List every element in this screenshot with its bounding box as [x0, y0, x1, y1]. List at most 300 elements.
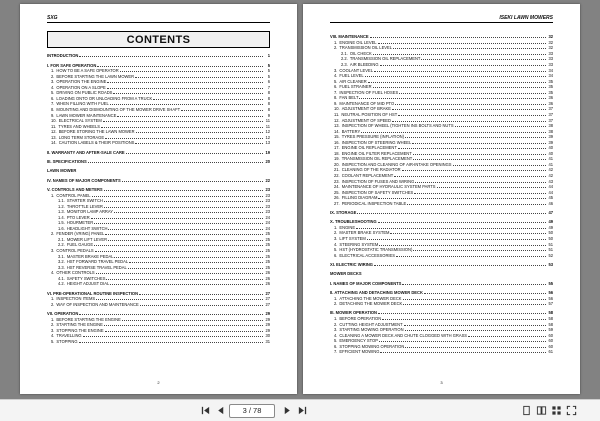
- toc-dot-leader: [405, 343, 546, 347]
- toc-entry-page: 58: [548, 321, 553, 327]
- toc-entry-label: II. WARRANTY AND AFTER-SALE CARE: [47, 149, 125, 155]
- toc-entry-label: MOWER DECKS: [330, 271, 362, 277]
- toc-entry-label: INSPECTION OF STEERING WHEEL: [341, 139, 412, 145]
- toc-entry-page: 43: [548, 178, 553, 184]
- toc-entry-number: 2.: [334, 45, 338, 51]
- toc-dot-leader: [394, 173, 546, 177]
- toc-entry-page: 39: [548, 139, 553, 145]
- toc-entry-label: LOADING ONTO OR UNLOADING FROM A TRUCK: [56, 95, 153, 101]
- toc-dot-leader: [404, 321, 546, 325]
- toc-entry-label: MOUNTING AND DISMOUNTING OF THE MOWER DRIVE SHAFT: [56, 107, 181, 113]
- toc-entry-label: STARTING MOWING OPERATION: [339, 327, 404, 333]
- toc-dot-leader: [407, 200, 546, 204]
- toc-dot-leader: [135, 140, 263, 144]
- toc-entry-number: 4.: [334, 241, 338, 247]
- toc-entry-page: 35: [548, 84, 553, 90]
- toc-dot-leader: [413, 150, 546, 154]
- toc-dot-leader: [367, 236, 546, 240]
- toc-entry-number: 2.1.: [58, 236, 65, 242]
- toc-dot-leader: [105, 134, 263, 138]
- toc-entry-number: 23.: [334, 178, 340, 184]
- toc-dot-leader: [357, 210, 546, 214]
- toc-entry-label: SAFETY SWITCHES: [66, 275, 106, 281]
- toc-entry-number: 11.: [334, 111, 340, 117]
- toc-dot-leader: [380, 62, 546, 66]
- toc-entry-number: 18.: [334, 150, 340, 156]
- toc-entry-label: STOPPING THE ENGINE: [56, 327, 104, 333]
- two-page-view-button[interactable]: [535, 404, 548, 417]
- toc-entry-number: 19.: [334, 156, 340, 162]
- toc-entry-label: III. SPECIFICATIONS: [47, 158, 87, 164]
- toc-dot-leader: [374, 262, 546, 266]
- toc-entry-page: 9: [267, 112, 270, 118]
- toc-entry-label: HOW TO BE A SAFE OPERATOR: [56, 68, 119, 74]
- toc-entry-label: STOPPING MOWING OPERATION: [339, 343, 405, 349]
- toc-entry-page: 23: [265, 192, 270, 198]
- toc-entry-number: 3.3.: [58, 264, 65, 270]
- toc-entry-number: 1.4.: [58, 214, 65, 220]
- toc-dot-leader: [468, 332, 546, 336]
- toc-entry-number: 10.: [334, 106, 340, 112]
- toc-entry-page: 53: [548, 262, 553, 268]
- document-page-left: [20, 4, 297, 394]
- toc-entry-label: AIR BLEEDING: [349, 62, 379, 68]
- toc-entry[interactable]: [330, 349, 553, 355]
- toc-entry-page: 40: [548, 150, 553, 156]
- previous-page-icon: [215, 405, 226, 416]
- toc-entry-page: 34: [548, 73, 553, 79]
- toc-entry-number: 14.: [334, 128, 340, 134]
- toc-dot-leader: [108, 226, 263, 230]
- toc-entry-number: 15.: [334, 134, 340, 140]
- contents-title: CONTENTS: [47, 31, 270, 48]
- toc-entry-number: 13.: [334, 123, 340, 129]
- toc-entry-page: 6: [267, 79, 270, 85]
- toc-dot-leader: [77, 169, 263, 172]
- toc-entry-number: 2.1.: [341, 50, 348, 56]
- toc-dot-leader: [424, 290, 546, 294]
- toc-entry-label: CUTTING HEIGHT ADJUSTMENT: [339, 321, 403, 327]
- toc-dot-leader: [96, 270, 263, 274]
- toc-entry-page: 44: [548, 184, 553, 190]
- toc-entry-page: 35: [548, 89, 553, 95]
- toc-entry-page: 58: [548, 316, 553, 322]
- toc-entry-number: 1.: [51, 296, 55, 302]
- toc-dot-leader: [94, 220, 263, 224]
- toc-entry-page: 25: [265, 264, 270, 270]
- zoom-level[interactable]: [584, 404, 600, 417]
- toc-entry-label: CONTROL PANEL: [56, 192, 91, 198]
- toc-entry-page: 30: [265, 333, 270, 339]
- toc-dot-leader: [140, 301, 263, 305]
- toc-entry-label: INSPECTION AND CLEANING OF AIR-INTAKE OPENINGS: [341, 161, 452, 167]
- toc-entry-label: VI. PRE-OPERATIONAL ROUTINE INSPECTION: [47, 290, 139, 296]
- toc-entry-page: 5: [267, 62, 270, 68]
- toc-dot-leader: [129, 259, 263, 263]
- previous-page-button[interactable]: [214, 404, 227, 417]
- toc-entry-number: 2.: [334, 321, 338, 327]
- toc-dot-leader: [396, 252, 546, 256]
- toc-dot-leader: [128, 264, 263, 268]
- toc-entry-label: FENDER (VRING) PANEL: [56, 231, 105, 237]
- toc-entry-number: 3.: [334, 327, 338, 333]
- toc-entry-number: 27.: [334, 200, 340, 206]
- page-number: 3: [440, 380, 443, 385]
- toc-entry-page: 50: [548, 236, 553, 242]
- toc-dot-leader: [379, 241, 546, 245]
- toc-entry-page: 55: [548, 280, 553, 286]
- toc-dot-leader: [114, 209, 263, 213]
- toc-entry-label: STARTER SWITCH: [66, 198, 103, 204]
- toc-entry-label: STEERING SYSTEM: [339, 241, 379, 247]
- toc-entry-page: 7: [267, 84, 270, 90]
- toc-entry-number: 1.: [51, 316, 55, 322]
- toc-entry-page: 57: [548, 301, 553, 307]
- header-brand: ISEKI LAWN MOWERS: [499, 15, 553, 21]
- toc-dot-leader: [103, 118, 263, 122]
- toc-entry-page: 42: [548, 172, 553, 178]
- toc-dot-leader: [421, 56, 546, 60]
- toc-entry-label: OIL CHECK: [349, 50, 372, 56]
- toc-entry-number: 1.: [334, 224, 338, 230]
- fullscreen-icon: [566, 405, 577, 416]
- page-header: [330, 15, 553, 23]
- toc-entry-page: 59: [548, 327, 553, 333]
- toc-entry-label: V. CONTROLS AND METERS: [47, 187, 103, 193]
- toc-entry-label: ENGINE OIL FILTER REPLACEMENT: [341, 150, 412, 156]
- toc-entry-label: MAINTENANCE OF HYDRAULIC SYSTEM PARTS: [341, 184, 436, 190]
- toc-entry-page: 24: [265, 225, 270, 231]
- toc-entry-label: CAUTION LABELS & THEIR POSITIONS: [58, 140, 135, 146]
- toc-entry-label: BEFORE STORING THE LAWN MOWER: [58, 129, 135, 135]
- toc-entry-page: 38: [548, 128, 553, 134]
- toc-entry-label: INSPECTION OF WHEEL (TIGHTEN INS BOLTS AND NUTS: [341, 123, 454, 129]
- toc-entry-label: LAWN MOWER: [47, 168, 77, 174]
- toc-entry-page: 38: [548, 123, 553, 129]
- toc-dot-leader: [395, 101, 546, 105]
- toc-entry-label: III. MOWER OPERATION: [330, 310, 378, 316]
- toc-entry-label: TRANSMISSION OIL LEVEL: [339, 45, 393, 51]
- viewer-toolbar: [0, 399, 600, 421]
- toc-dot-leader: [415, 178, 546, 182]
- first-page-button[interactable]: [199, 404, 212, 417]
- toc-dot-leader: [378, 195, 546, 199]
- toc-entry-number: 20.: [334, 161, 340, 167]
- toc-entry-page: 23: [265, 198, 270, 204]
- toc-entry-number: 3.: [334, 236, 338, 242]
- toc-entry-page: 41: [548, 156, 553, 162]
- toc-entry-page: 22: [265, 177, 270, 183]
- toc-entry-page: 56: [548, 295, 553, 301]
- toc-entry-number: 3.1.: [58, 253, 65, 259]
- toc-entry-page: 45: [548, 195, 553, 201]
- toc-dot-leader: [363, 272, 546, 275]
- toc-entry-label: XI. ELECTRIC WIRING: [330, 262, 373, 268]
- toc-dot-leader: [413, 156, 546, 160]
- toc-entry-page: 56: [548, 290, 553, 296]
- toc-dot-leader: [92, 192, 263, 196]
- toc-entry-number: 2.: [334, 301, 338, 307]
- thumbnail-icon: [551, 405, 562, 416]
- first-page-icon: [200, 405, 211, 416]
- toc-entry-page: 23: [265, 187, 270, 193]
- toc-entry-label: TYRES AND WHEELS: [58, 123, 101, 129]
- toc-entry-page: 36: [548, 100, 553, 106]
- toc-dot-leader: [113, 90, 263, 94]
- toc-entry-number: 4.: [334, 73, 338, 79]
- toc-entry-page: 8: [267, 101, 270, 107]
- toc-entry-number: 1.: [334, 316, 338, 322]
- toc-entry-label: CLEANING A MOWER DECK AND CHUTE CLOGGED WITH GRASS: [339, 332, 468, 338]
- toc-entry-page: 32: [548, 45, 553, 51]
- toc-dot-leader: [105, 231, 263, 235]
- toc-dot-leader: [91, 214, 263, 218]
- toc-dot-leader: [390, 230, 546, 234]
- toc-entry-number: 12.: [51, 129, 57, 135]
- toc-dot-leader: [373, 51, 546, 55]
- toc-entry-number: 4.: [51, 270, 55, 276]
- page-number-input[interactable]: 3 / 78: [229, 404, 275, 418]
- toc-entry-label: INSPECTION OF SAFETY SWITCHES: [341, 189, 414, 195]
- toc-entry-label: ELECTRICAL ACCESSORIES: [339, 252, 396, 258]
- toc-entry-page: 23: [265, 203, 270, 209]
- toc-entry-number: 1.: [334, 39, 338, 45]
- toc-entry-page: 32: [548, 39, 553, 45]
- toc-entry-page: 35: [548, 78, 553, 84]
- toc-entry-label: VIII. MAINTENANCE: [330, 34, 369, 40]
- toc-entry-number: 7.: [334, 349, 338, 355]
- toc-dot-leader: [359, 95, 546, 99]
- toc-entry-number: 1.1.: [58, 198, 65, 204]
- toc-entry-label: FUEL STRAINER: [339, 84, 372, 90]
- next-page-button[interactable]: [281, 404, 294, 417]
- toc-entry-page: 36: [548, 95, 553, 101]
- toc-entry-number: 1.: [51, 68, 55, 74]
- toc-entry-page: 12: [265, 129, 270, 135]
- toc-entry-number: 26.: [334, 195, 340, 201]
- toc-dot-leader: [104, 198, 263, 202]
- toc-entry-number: 4.1.: [58, 275, 65, 281]
- toc-entry-number: 1.5.: [58, 220, 65, 226]
- toc-dot-leader: [373, 84, 546, 88]
- toc-entry-label: OPERATION ON A SLOPE: [56, 84, 106, 90]
- single-page-icon: [521, 405, 532, 416]
- toc-entry-number: 5.: [51, 338, 55, 344]
- toc-entry-label: INSPECTION ITEMS: [56, 296, 96, 302]
- toc-entry-page: 25: [265, 236, 270, 242]
- toc-entry-label: ENGINE OIL REPLACEMENT: [341, 145, 397, 151]
- toc-entry-label: COOLANT REPLACEMENT: [341, 172, 394, 178]
- toc-entry-label: CONTROL PEDALS: [56, 248, 94, 254]
- toc-dot-leader: [104, 203, 263, 207]
- toc-dot-leader: [374, 67, 546, 71]
- toc-entry-label: MASTER BRAKE SYSTEM: [339, 230, 390, 236]
- toc-entry-number: 17.: [334, 145, 340, 151]
- toc-entry-label: DRIVING ON PUBLIC ROADS: [56, 90, 113, 96]
- toc-dot-leader: [107, 79, 263, 83]
- toc-entry-label: I. NAMES OF MAJOR COMPONENTS: [330, 280, 402, 286]
- toc-entry-page: 5: [267, 73, 270, 79]
- toc-entry-number: 12.: [334, 117, 340, 123]
- toc-entry-number: 9.: [334, 100, 338, 106]
- toc-entry-label: OTHER CONTROLS: [56, 270, 95, 276]
- toc-entry-label: VII. OPERATION: [47, 311, 79, 317]
- toc-dot-leader: [414, 189, 546, 193]
- toc-entry-label: TRANSMISSION OIL REPLACEMENT: [349, 56, 421, 62]
- toc-entry-page: 60: [548, 332, 553, 338]
- last-page-button[interactable]: [296, 404, 309, 417]
- toc-entry-label: PTO LEVER: [66, 214, 90, 220]
- toc-dot-leader: [106, 275, 263, 279]
- toc-entry-page: 33: [548, 62, 553, 68]
- toc-entry-page: 46: [548, 200, 553, 206]
- toc-entry-page: 5: [267, 68, 270, 74]
- toc-entry-page: 44: [548, 189, 553, 195]
- toc-entry-label: HST (HYDROSTATIC TRANSMISSION): [339, 247, 413, 253]
- toc-entry-label: FILLING DIAGRAM: [341, 195, 378, 201]
- toc-entry-number: 25.: [334, 189, 340, 195]
- next-page-icon: [282, 405, 293, 416]
- toc-dot-leader: [122, 316, 263, 320]
- toc-entry-page: 25: [265, 231, 270, 237]
- toc-entry-label: INSPECTION OF FUSES AND WIRING: [341, 178, 415, 184]
- toc-entry-page: 61: [548, 349, 553, 355]
- toc-entry-label: OPERATION THE ENGINE: [56, 79, 107, 85]
- toc-entry-page: 33: [548, 50, 553, 56]
- toc-entry-label: WAY OF INSPECTION AND MAINTENANCE: [56, 301, 139, 307]
- toc-entry-page: 24: [265, 214, 270, 220]
- toc-dot-leader: [153, 96, 263, 100]
- two-page-icon: [536, 405, 547, 416]
- toc-entry-number: 2.: [51, 73, 55, 79]
- toc-entry-page: 26: [265, 281, 270, 287]
- toc-dot-leader: [392, 106, 546, 110]
- toc-entry-label: BEFORE STARTING THE LAWN MOWER: [56, 73, 135, 79]
- toc-dot-leader: [88, 159, 263, 163]
- toc-entry-label: II. ATTACHING AND DETACHING MOWER DECK: [330, 290, 423, 296]
- toc-dot-leader: [117, 112, 263, 116]
- toc-entry-page: 29: [265, 311, 270, 317]
- toc-entry-number: 4.: [334, 332, 338, 338]
- toc-entry-page: 42: [548, 167, 553, 173]
- toc-dot-leader: [79, 339, 263, 343]
- toc-dot-leader: [378, 40, 546, 44]
- toc-entry-page: 25: [265, 242, 270, 248]
- toc-entry-page: 49: [548, 224, 553, 230]
- toc-dot-leader: [97, 62, 263, 66]
- toc-entry-page: 37: [548, 111, 553, 117]
- toc-entry-label: ADJUSTMENT OF SPEED: [341, 117, 391, 123]
- toc-dot-leader: [402, 280, 546, 284]
- toc-entry-page: 37: [548, 117, 553, 123]
- toc-entry-label: ELECTRICAL SYSTEM: [58, 118, 102, 124]
- toc-entry-number: 4.2.: [58, 281, 65, 287]
- toc-entry-number: 1.6.: [58, 225, 65, 231]
- toc-dot-leader: [356, 225, 546, 229]
- toc-entry-number: 3.: [51, 79, 55, 85]
- toc-entry-page: 25: [265, 259, 270, 265]
- toc-dot-leader: [101, 123, 263, 127]
- toc-entry-number: 5.: [334, 78, 338, 84]
- single-page-view-button[interactable]: [520, 404, 533, 417]
- toc-entry-page: 13: [265, 140, 270, 146]
- toc-entry-label: HOURMETER: [66, 220, 94, 226]
- toc-dot-leader: [94, 242, 263, 246]
- toc-entry-label: TYRES PRESSURE (INFLATION): [341, 134, 404, 140]
- fullscreen-button[interactable]: [565, 404, 578, 417]
- toc-entry-number: 2.: [334, 230, 338, 236]
- toc-entry-number: 21.: [334, 167, 340, 173]
- toc-entry-label: ENGINE OIL LEVEL: [339, 39, 377, 45]
- toc-entry-label: HST REVERSE TRAVEL PEDAL: [66, 264, 127, 270]
- toc-entry-page: 41: [548, 161, 553, 167]
- toc-dot-leader: [365, 73, 546, 77]
- toc-entry-label: LONG TERM STORAGE: [58, 134, 105, 140]
- toc-entry-page: 26: [265, 270, 270, 276]
- toc-entry-number: 24.: [334, 184, 340, 190]
- toc-entry-number: 2.: [51, 301, 55, 307]
- toc-entry-number: 2.: [51, 231, 55, 237]
- toc-entry-number: 11.: [51, 123, 57, 129]
- toc-entry-page: 40: [548, 145, 553, 151]
- toc-entry-page: 24: [265, 220, 270, 226]
- toc-entry-label: CLEANING OF THE RADIATOR: [341, 167, 401, 173]
- toc-entry-label: ADJUSTMENT OF BRAKE: [341, 106, 391, 112]
- toc-entry-page: 11: [265, 118, 270, 124]
- toc-dot-leader: [104, 187, 263, 191]
- toc-entry-page: 60: [548, 338, 553, 344]
- table-of-contents-left: [47, 53, 270, 344]
- toc-entry-page: 33: [548, 56, 553, 62]
- toc-dot-leader: [455, 123, 546, 127]
- toc-dot-leader: [136, 129, 263, 133]
- toc-dot-leader: [412, 139, 546, 143]
- toc-entry-label: MAINTENANCE OF MID PTO: [339, 100, 395, 106]
- toc-dot-leader: [398, 112, 546, 116]
- toc-entry-label: MONITOR LAMP ARRAY: [66, 209, 114, 215]
- toc-entry-page: 60: [548, 343, 553, 349]
- toc-entry-label: AIR CLEANER: [339, 78, 367, 84]
- toc-entry-number: 2.3.: [341, 62, 348, 68]
- toc-entry-page: 29: [265, 322, 270, 328]
- toc-entry-number: 5.: [334, 247, 338, 253]
- page-number-footer: [20, 380, 297, 385]
- toc-dot-leader: [403, 295, 546, 299]
- toc-entry-number: 2.: [51, 322, 55, 328]
- toc-entry-label: TRAVELLING: [56, 333, 82, 339]
- toc-dot-leader: [405, 134, 546, 138]
- toc-entry-page: 50: [548, 230, 553, 236]
- toc-entry[interactable]: [47, 339, 270, 345]
- thumbnail-view-button[interactable]: [550, 404, 563, 417]
- toc-entry-label: HST FORWARD TRAVEL PEDAL: [66, 259, 129, 265]
- toc-entry-label: IV. NAMES OF MAJOR COMPONENTS: [47, 177, 121, 183]
- toc-dot-leader: [126, 149, 263, 153]
- page-number: 2: [157, 380, 160, 385]
- toc-entry-label: BEFORE STARTING THE ENGINE: [56, 316, 121, 322]
- toc-entry-number: 16.: [334, 139, 340, 145]
- toc-entry-label: COOLANT LEVEL: [339, 67, 374, 73]
- header-model: SXG: [47, 15, 58, 21]
- toc-dot-leader: [96, 296, 263, 300]
- toc-entry-label: STARTING THE ENGINE: [56, 322, 103, 328]
- toc-entry-number: 6.: [334, 84, 338, 90]
- toc-entry-number: 2.2.: [341, 56, 348, 62]
- toc-entry-label: DETACHING THE MOWER DECK: [339, 301, 403, 307]
- toc-dot-leader: [95, 248, 263, 252]
- toc-dot-leader: [399, 89, 546, 93]
- last-page-icon: [297, 405, 308, 416]
